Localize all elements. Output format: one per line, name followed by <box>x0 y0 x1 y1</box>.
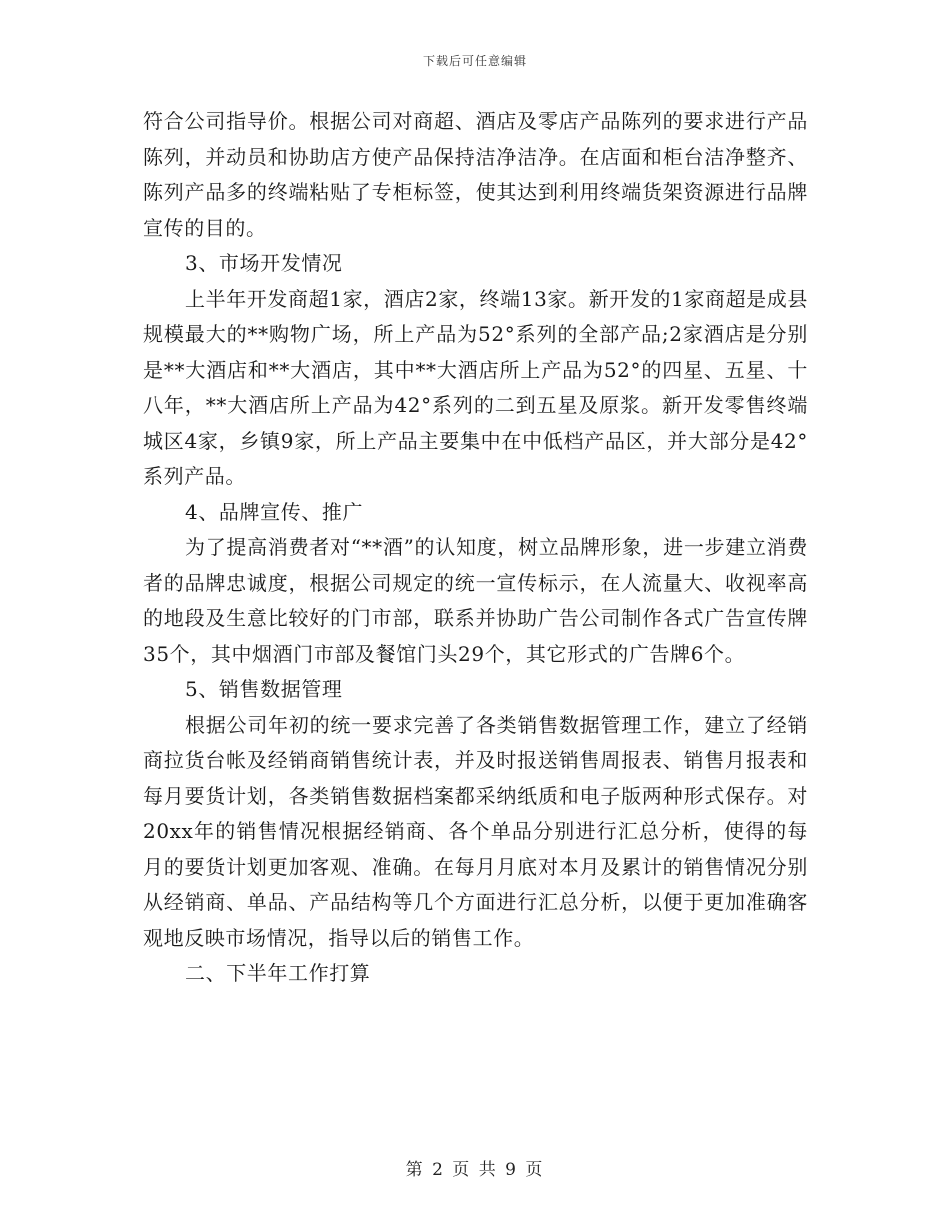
document-body <box>143 104 808 992</box>
body-paragraph-2: 上半年开发商超1家，酒店2家，终端13家。新开发的1家商超是成县规模最大的**购物广场，所上产品为52°系列的全部产品;2家酒店是分别是**大酒店和**大酒店，其中**大酒店所上产品为52°的四星、五星、十八年，**大酒店所上产品为42°系列的二到五星及原浆。新开发零售终端城区4家，乡镇9家，所上产品主要集中在中低档产品区，并大部分是42°系列产品。 <box>143 286 808 488</box>
section-heading-market-development: 3、市场开发情况 <box>185 251 343 275</box>
body-paragraph-3: 为了提高消费者对“**酒”的认知度，树立品牌形象，进一步建立消费者的品牌忠诚度，根据公司规定的统一宣传标示，在人流量大、收视率高的地段及生意比较好的门市部，联系并协助广告公司制作各式广告宣传牌35个，其中烟酒门市部及餐馆门头29个，其它形式的广告牌6个。 <box>143 535 808 666</box>
section-heading-brand-promotion: 4、品牌宣传、推广 <box>185 499 364 524</box>
section-heading-second-half-plan: 二、下半年工作打算 <box>185 961 371 985</box>
section-heading-sales-data: 5、销售数据管理 <box>185 677 343 701</box>
page-header: 下载后可任意编辑 <box>422 54 527 68</box>
body-paragraph-4: 根据公司年初的统一要求完善了各类销售数据管理工作，建立了经销商拉货台帐及经销商销售统计表，并及时报送销售周报表、销售月报表和每月要货计划，各类销售数据档案都采纳纸质和电子版两种形式保存。对20xx年的销售情况根据经销商、各个单品分别进行汇总分析，使得的每月的要货计划更加客观、准确。在每月月底对本月及累计的销售情况分别从经销商、单品、产品结构等几个方面进行汇总分析，以便于更加准确客观地反映市场情况，指导以后的销售工作。 <box>143 712 808 950</box>
body-paragraph-1: 符合公司指导价。根据公司对商超、酒店及零店产品陈列的要求进行产品陈列，并动员和协助店方使产品保持洁净洁净。在店面和柜台洁净整齐、陈列产品多的终端粘贴了专柜标签，使其达到利用终端货架资源进行品牌宣传的目的。 <box>143 109 808 240</box>
page-footer: 第 2 页 共 9 页 <box>405 1160 545 1180</box>
